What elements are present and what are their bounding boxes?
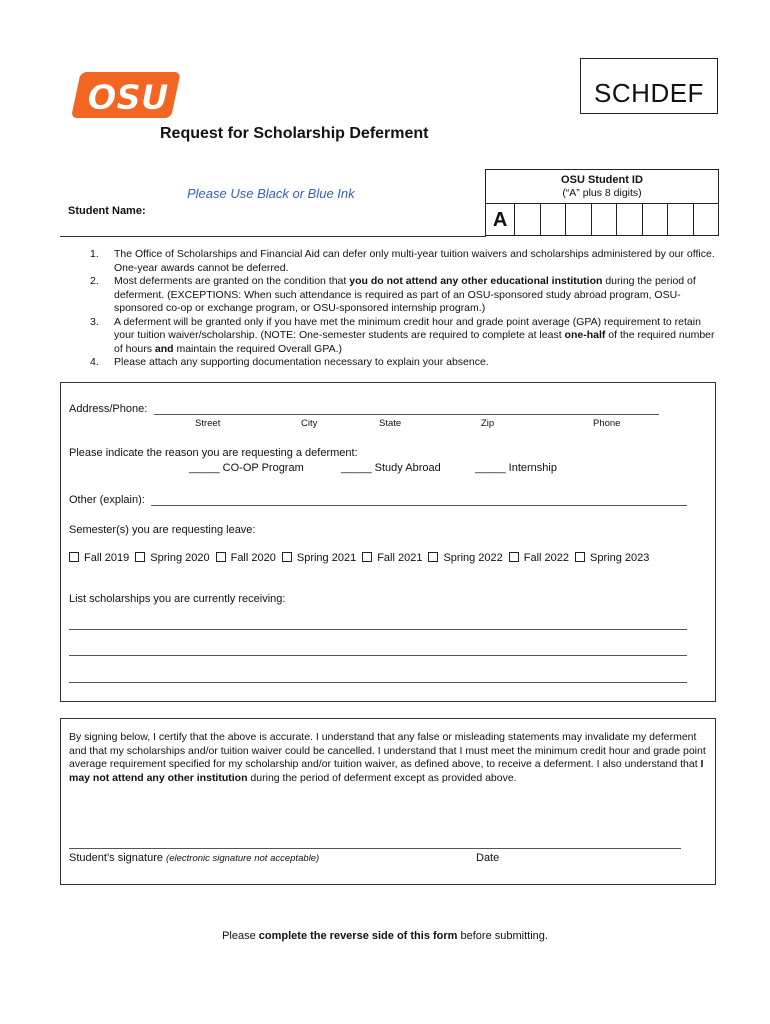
scholarships-prompt: List scholarships you are currently receiving: (69, 593, 286, 605)
address-field[interactable] (154, 414, 659, 415)
student-id-digit-field[interactable] (592, 204, 617, 236)
ink-note: Please Use Black or Blue Ink (187, 186, 355, 201)
instruction-text: maintain the required Overall GPA.) (173, 342, 342, 355)
other-label: Other (explain): (69, 494, 145, 506)
semester-label: Spring 2020 (150, 552, 210, 564)
student-id-cells (486, 204, 718, 236)
instruction-text: during the period of deferment. (EXCEPTIONS: When such attendance is required as part of an OSU-sponsored study abroad program, OSU-sponsored co-op or exchange program, or OSU-sponsored internship program.) (114, 275, 696, 314)
certification-text-part: By signing below, I certify that the above is accurate. I understand that any false or misleading statements may invalidate my deferment and that my scholarships and/or tuition waiver could be cancelled. I understand that I must meet the minimum credit hour and grade point average requirement specified for my scholarship and/or tuition waiver, as defined above, to receive a deferment. I also understand that (69, 731, 706, 770)
instructions-list (90, 248, 722, 370)
semester-label: Fall 2020 (230, 552, 276, 564)
certification-text (69, 731, 709, 785)
footer-text: before submitting. (457, 930, 548, 942)
semester-label: Fall 2021 (377, 552, 423, 564)
reason-prompt: Please indicate the reason you are requesting a deferment: (69, 447, 358, 459)
semesters-prompt: Semester(s) you are requesting leave: (69, 524, 256, 536)
instruction-bold-text: and (154, 342, 174, 355)
instruction-bold-text: one-half (564, 329, 606, 341)
instruction-bold-text: you do not attend any other educational institution (349, 275, 603, 287)
semester-label: Spring 2023 (590, 552, 650, 564)
reason-option-study-abroad[interactable] (341, 462, 441, 474)
scholarship-line-field[interactable] (69, 682, 687, 683)
instruction-item (90, 275, 722, 316)
instruction-text: Please attach any supporting documentation necessary to explain your absence. (114, 356, 489, 368)
student-id-header (486, 170, 718, 204)
other-explain-field[interactable] (151, 505, 687, 506)
semester-option[interactable] (282, 552, 356, 564)
certification-section (60, 718, 716, 885)
reason-blank: _____ (341, 462, 372, 474)
reason-label: Study Abroad (374, 462, 441, 474)
instruction-text: of the required number of hours (114, 329, 715, 355)
student-id-digit-field[interactable] (541, 204, 566, 236)
semester-option[interactable] (575, 552, 649, 564)
address-label: Address/Phone: (69, 403, 148, 415)
logo-text: OSU (87, 78, 169, 118)
semester-checkboxes (69, 552, 655, 564)
student-id-title: OSU Student ID (561, 174, 643, 186)
student-id-box (485, 169, 719, 236)
page-title: Request for Scholarship Deferment (160, 125, 429, 142)
instruction-text: The Office of Scholarships and Financial Aid can defer only multi-year tuition waivers and scholarships administered by our office. One-year awards cannot be deferred. (114, 248, 715, 274)
semester-option[interactable] (135, 552, 209, 564)
reason-blank: _____ (475, 462, 506, 474)
student-name-field[interactable] (60, 236, 486, 237)
reason-label: CO-OP Program (222, 462, 304, 474)
instruction-text: A deferment will be granted only if you have met the minimum credit hour and grade point average (GPA) requirement to retain your tuition waiver/scholarship. (NOTE: One-semester students are required to complete at least (114, 315, 701, 341)
semester-label: Spring 2021 (296, 552, 357, 564)
student-id-digit-field[interactable] (668, 204, 693, 236)
instruction-item (90, 248, 722, 275)
checkbox[interactable] (216, 552, 226, 562)
checkbox[interactable] (362, 552, 372, 562)
semester-option[interactable] (509, 552, 569, 564)
instruction-text: Most deferments are granted on the condition that (114, 275, 350, 287)
instruction-number: 2. (90, 275, 99, 287)
student-id-digit-field[interactable] (566, 204, 591, 236)
semester-option[interactable] (69, 552, 129, 564)
student-id-digit-field[interactable] (617, 204, 642, 236)
form-code-box (580, 58, 718, 114)
reason-label: Internship (508, 462, 557, 474)
student-id-prefix: A (486, 204, 515, 236)
footer-note (0, 930, 770, 942)
signature-label: Student’s signature (69, 852, 163, 864)
scholarship-line-field[interactable] (69, 629, 687, 630)
instruction-number: 4. (90, 356, 99, 368)
osu-logo (68, 66, 186, 124)
reason-option-internship[interactable] (475, 462, 557, 474)
semester-option[interactable] (216, 552, 276, 564)
instruction-item (90, 356, 722, 370)
form-code: SCHDEF (594, 78, 704, 108)
checkbox[interactable] (575, 552, 585, 562)
semester-label: Fall 2019 (84, 552, 130, 564)
certification-text-part: during the period of deferment except as provided above. (247, 771, 517, 784)
signature-note: (electronic signature not acceptable) (166, 853, 320, 864)
reason-option-coop[interactable] (189, 462, 304, 474)
reason-blank: _____ (189, 462, 220, 474)
semester-option[interactable] (428, 552, 502, 564)
checkbox[interactable] (428, 552, 438, 562)
student-id-digit-field[interactable] (515, 204, 540, 236)
address-zip-label: Zip (481, 418, 495, 429)
checkbox[interactable] (509, 552, 519, 562)
address-city-label: City (301, 418, 318, 429)
instruction-number: 1. (90, 248, 99, 260)
address-phone-label: Phone (593, 418, 621, 429)
signature-label-row (69, 852, 319, 864)
certification-bold-text: I may not attend any other institution (69, 758, 704, 784)
date-label: Date (476, 852, 500, 864)
signature-field[interactable] (69, 848, 681, 849)
instruction-item (90, 316, 722, 357)
footer-bold-text: complete the reverse side of this form (258, 930, 458, 942)
semester-label: Spring 2022 (443, 552, 503, 564)
address-street-label: Street (195, 418, 221, 429)
instruction-number: 3. (90, 315, 99, 328)
checkbox[interactable] (282, 552, 292, 562)
address-state-label: State (379, 418, 402, 429)
checkbox[interactable] (69, 552, 79, 562)
student-name-label: Student Name: (68, 205, 146, 217)
student-id-subtitle: (“A” plus 8 digits) (562, 187, 642, 199)
deferment-details-section (60, 382, 716, 702)
footer-text: Please (222, 930, 259, 942)
scholarship-line-field[interactable] (69, 655, 687, 656)
student-id-digit-field[interactable] (643, 204, 668, 236)
student-id-digit-field[interactable] (694, 204, 718, 236)
semester-label: Fall 2022 (523, 552, 570, 564)
semester-option[interactable] (362, 552, 422, 564)
checkbox[interactable] (135, 552, 145, 562)
